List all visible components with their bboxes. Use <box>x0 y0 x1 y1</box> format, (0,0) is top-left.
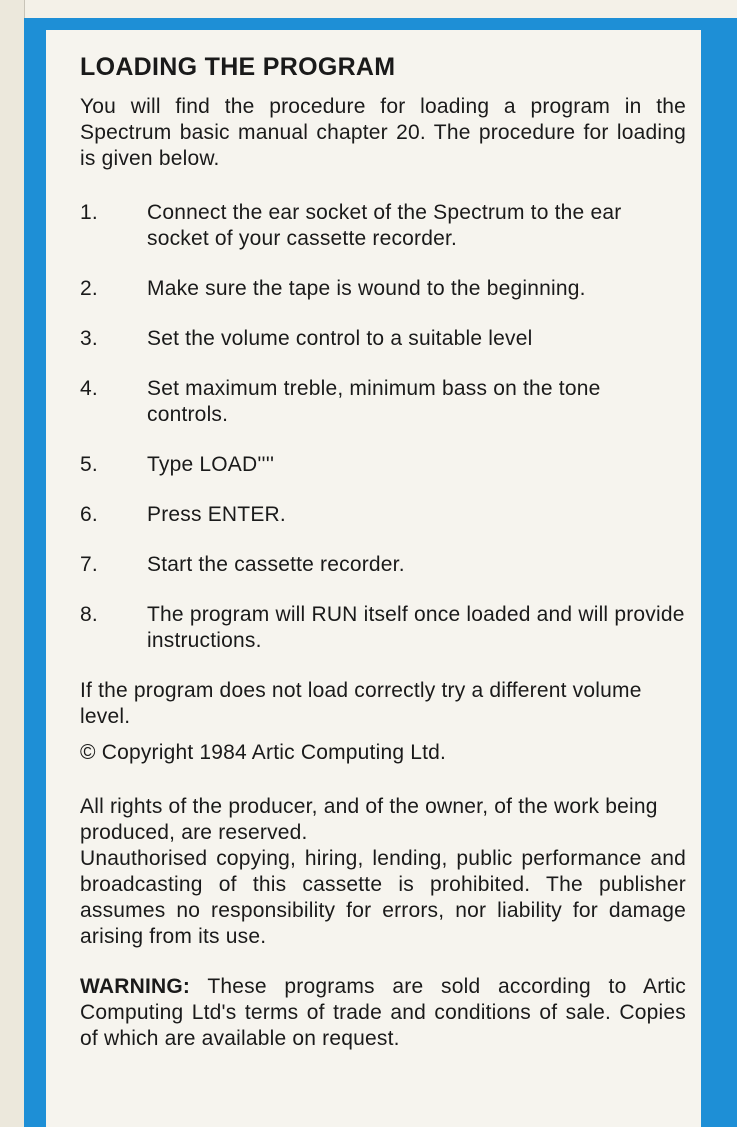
step-number: 3. <box>80 327 98 350</box>
page-title: LOADING THE PROGRAM <box>80 53 396 81</box>
step-number: 1. <box>80 201 98 224</box>
rights-statement: All rights of the producer, and of the owner, of the work being produced, are reserved. <box>80 795 658 844</box>
step-item <box>80 276 686 302</box>
copying-prohibition: Unauthorised copying, hiring, lending, public performance and broadcasting of this cassette is prohibited. The publisher assumes no responsibility for errors, nor liability for damage arising from its use. <box>80 847 686 948</box>
step-text: Press ENTER. <box>147 503 286 526</box>
card-fold-edge <box>0 0 25 1127</box>
step-item <box>80 602 686 654</box>
step-text: Start the cassette recorder. <box>147 553 405 576</box>
warning-label: WARNING: <box>80 975 191 998</box>
step-text: The program will RUN itself once loaded and will provide instructions. <box>147 603 685 652</box>
step-number: 4. <box>80 377 98 400</box>
instructions-content <box>80 52 686 1052</box>
step-text: Set maximum treble, minimum bass on the tone controls. <box>147 377 601 426</box>
step-item <box>80 200 686 252</box>
step-number: 2. <box>80 277 98 300</box>
step-item <box>80 552 686 578</box>
step-text: Type LOAD'''' <box>147 453 275 476</box>
copyright-notice: © Copyright 1984 Artic Computing Ltd. <box>80 741 447 764</box>
loading-steps-list <box>80 200 686 654</box>
step-item <box>80 452 686 478</box>
step-number: 5. <box>80 453 98 476</box>
step-text: Connect the ear socket of the Spectrum to the ear socket of your cassette recorder. <box>147 201 622 250</box>
step-number: 6. <box>80 503 98 526</box>
warning-paragraph <box>80 974 686 1052</box>
step-item <box>80 502 686 528</box>
step-number: 7. <box>80 553 98 576</box>
troubleshoot-note: If the program does not load correctly try a different volume level. <box>80 679 642 728</box>
step-text: Make sure the tape is wound to the beginning. <box>147 277 586 300</box>
warning-text: These programs are sold according to Artic Computing Ltd's terms of trade and conditions of sale. Copies of which are available on request. <box>80 975 686 1050</box>
intro-paragraph: You will find the procedure for loading a program in the Spectrum basic manual chapter 20. The procedure for loading is given below. <box>80 95 686 170</box>
step-item <box>80 376 686 428</box>
step-number: 8. <box>80 603 98 626</box>
step-item <box>80 326 686 352</box>
step-text: Set the volume control to a suitable level <box>147 327 533 350</box>
